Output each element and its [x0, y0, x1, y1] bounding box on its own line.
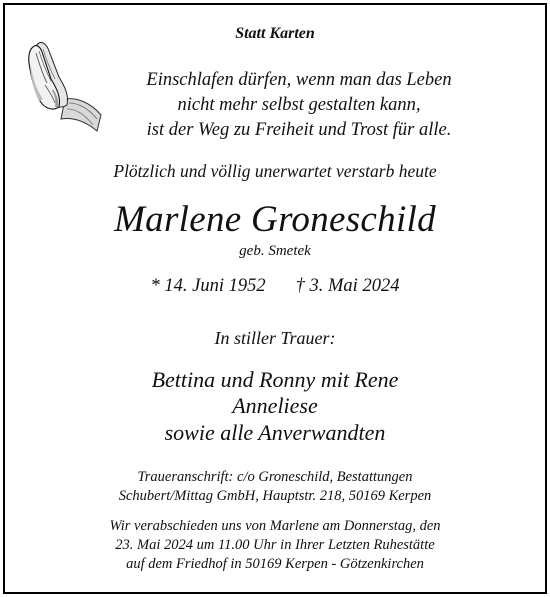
life-dates: [5, 277, 545, 296]
death-announcement-intro: Plötzlich und völlig unerwartet verstarb heute: [113, 161, 437, 181]
header-title: Statt Karten: [235, 25, 315, 42]
mourner-line: sowie alle Anverwandten: [164, 420, 386, 445]
funeral-info-line: Wir verabschieden uns von Marlene am Donnerstag, den: [109, 518, 441, 534]
poem-line: ist der Weg zu Freiheit und Trost für alle.: [146, 120, 452, 140]
funeral-info-line: 23. Mai 2024 um 11.00 Uhr in Ihrer Letzten Ruhestätte: [115, 537, 435, 553]
mourner-line: Bettina und Ronny mit Rene: [151, 367, 399, 392]
funeral-info-line: auf dem Friedhof in 50169 Kerpen - Götzenkirchen: [126, 556, 424, 572]
mourning-intro: In stiller Trauer:: [214, 328, 336, 348]
poem-line: Einschlafen dürfen, wenn man das Leben: [146, 70, 452, 90]
mourning-address-line: Traueranschrift: c/o Groneschild, Bestattungen: [137, 469, 413, 485]
maiden-name: geb. Smetek: [239, 243, 311, 259]
obituary-notice: [3, 3, 547, 594]
birth-date: * 14. Juni 1952: [150, 276, 266, 296]
mourner-line: Anneliese: [232, 393, 318, 418]
poem-line: nicht mehr selbst gestalten kann,: [177, 95, 421, 115]
mourning-address-line: Schubert/Mittag GmbH, Hauptstr. 218, 50169 Kerpen: [118, 488, 432, 504]
death-date: † 3. Mai 2024: [295, 276, 400, 296]
deceased-name: Marlene Groneschild: [114, 199, 436, 240]
